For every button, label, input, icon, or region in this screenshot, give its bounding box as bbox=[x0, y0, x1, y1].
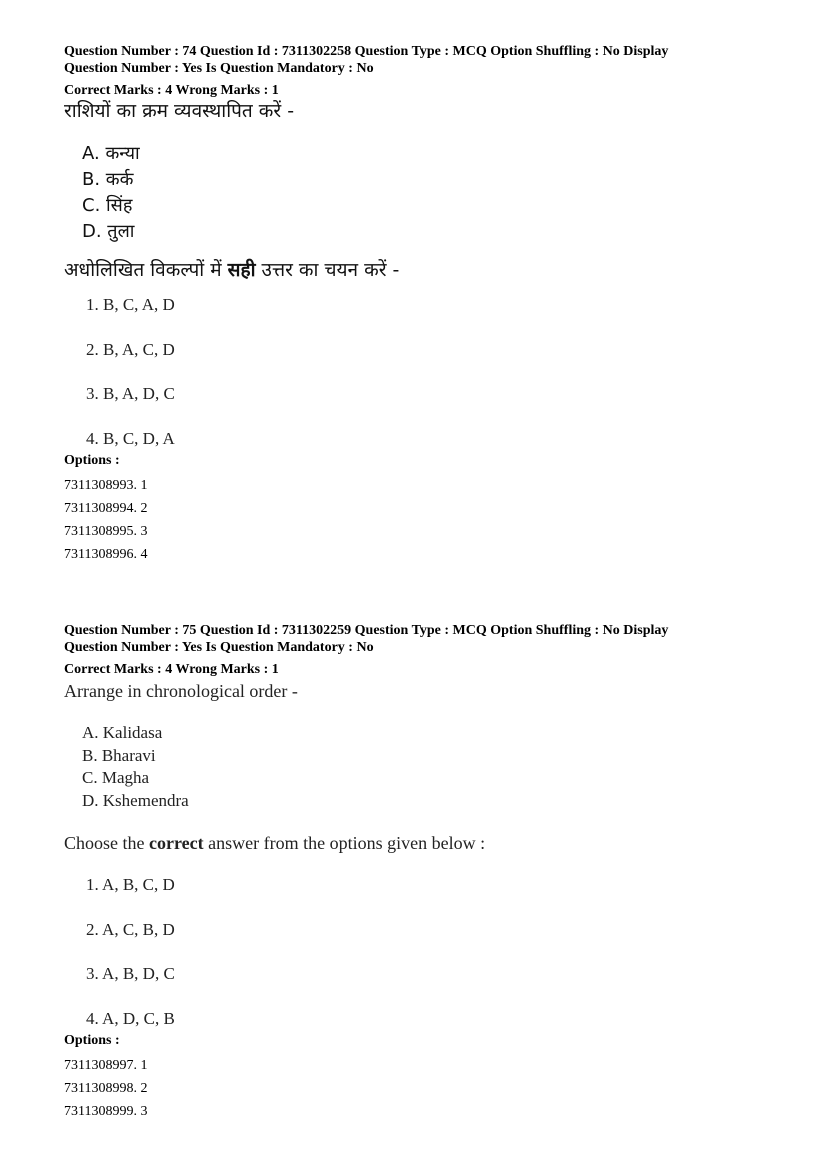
question-header-line2: Question Number : Yes Is Question Mandatory : No bbox=[64, 61, 374, 76]
option-id: 7311308993. 1 bbox=[64, 478, 148, 494]
answer-choices bbox=[64, 874, 784, 1032]
question-prompt: राशियों का क्रम व्यवस्थापित करें - bbox=[64, 100, 295, 122]
option-list bbox=[64, 474, 784, 566]
instruction-emphasis: सही bbox=[227, 259, 256, 281]
list-item: A. कन्या bbox=[82, 143, 140, 164]
list-item: B. Bharavi bbox=[82, 745, 156, 765]
option-id: 7311308996. 4 bbox=[64, 547, 148, 563]
option-id: 7311308994. 2 bbox=[64, 501, 148, 517]
answer-choice: 4. A, D, C, B bbox=[86, 1009, 175, 1029]
options-title: Options : bbox=[64, 453, 120, 469]
answer-choice: 3. B, A, D, C bbox=[86, 384, 175, 404]
marks-line: Correct Marks : 4 Wrong Marks : 1 bbox=[64, 83, 279, 98]
answer-choices bbox=[64, 294, 784, 452]
question-header-line1: Question Number : 75 Question Id : 7311302259 Question Type : MCQ Option Shuffling : No Display bbox=[64, 623, 669, 638]
question-block bbox=[64, 622, 784, 1123]
answer-choice: 2. B, A, C, D bbox=[86, 339, 175, 359]
answer-choice: 2. A, C, B, D bbox=[86, 919, 175, 939]
option-list bbox=[64, 1054, 784, 1123]
list-item: D. Kshemendra bbox=[82, 790, 189, 810]
answer-choice: 3. A, B, D, C bbox=[86, 964, 175, 984]
option-id: 7311308997. 1 bbox=[64, 1058, 148, 1074]
question-block bbox=[64, 43, 784, 566]
item-list bbox=[82, 141, 784, 245]
instruction-text: उत्तर का चयन करें - bbox=[255, 259, 400, 281]
marks-line: Correct Marks : 4 Wrong Marks : 1 bbox=[64, 662, 279, 677]
option-id: 7311308998. 2 bbox=[64, 1081, 148, 1097]
instruction-emphasis: correct bbox=[149, 833, 204, 853]
item-list bbox=[82, 722, 784, 812]
answer-choice: 1. A, B, C, D bbox=[86, 875, 175, 894]
list-item: C. सिंह bbox=[82, 195, 133, 216]
instruction-text: अधोलिखित विकल्पों में bbox=[64, 259, 228, 281]
options-title: Options : bbox=[64, 1033, 120, 1049]
instruction-text: answer from the options given below : bbox=[203, 833, 486, 853]
question-prompt: Arrange in chronological order - bbox=[64, 681, 298, 701]
question-header-line1: Question Number : 74 Question Id : 7311302258 Question Type : MCQ Option Shuffling : No Display bbox=[64, 44, 669, 59]
list-item: D. तुला bbox=[82, 221, 135, 242]
option-id: 7311308999. 3 bbox=[64, 1104, 148, 1120]
answer-choice: 1. B, C, A, D bbox=[86, 295, 175, 314]
list-item: C. Magha bbox=[82, 768, 150, 787]
answer-choice: 4. B, C, D, A bbox=[86, 429, 175, 449]
option-id: 7311308995. 3 bbox=[64, 524, 148, 540]
question-header-line2: Question Number : Yes Is Question Mandatory : No bbox=[64, 640, 374, 655]
list-item: B. कर्क bbox=[82, 169, 134, 190]
list-item: A. Kalidasa bbox=[82, 723, 163, 742]
instruction bbox=[64, 258, 784, 282]
instruction bbox=[64, 832, 784, 854]
instruction-text: Choose the bbox=[64, 833, 149, 853]
